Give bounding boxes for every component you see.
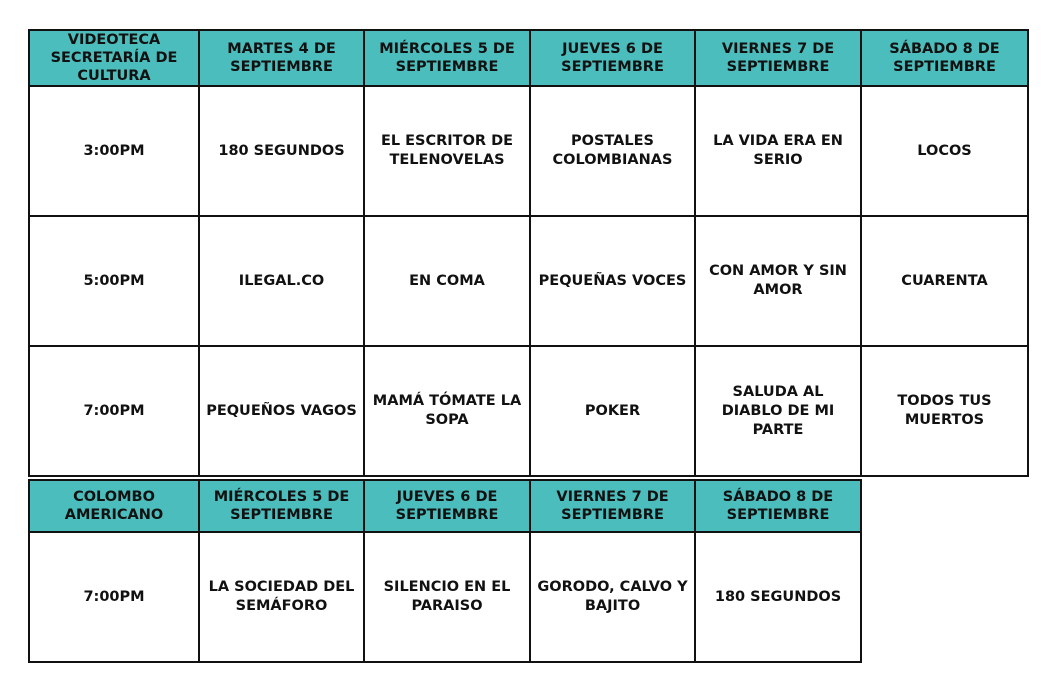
film-cell: POSTALES COLOMBIANAS bbox=[530, 86, 695, 216]
film-cell: CUARENTA bbox=[861, 216, 1028, 346]
film-cell: EL ESCRITOR DE TELENOVELAS bbox=[364, 86, 530, 216]
colombo-schedule-table bbox=[28, 479, 862, 663]
film-cell: PEQUEÑAS VOCES bbox=[530, 216, 695, 346]
day-header: MIÉRCOLES 5 DE SEPTIEMBRE bbox=[199, 480, 364, 532]
film-cell: ILEGAL.CO bbox=[199, 216, 364, 346]
time-cell: 3:00PM bbox=[29, 86, 199, 216]
time-cell: 5:00PM bbox=[29, 216, 199, 346]
schedule-row bbox=[29, 346, 1028, 476]
film-cell: SALUDA AL DIABLO DE MI PARTE bbox=[695, 346, 861, 476]
film-cell: PEQUEÑOS VAGOS bbox=[199, 346, 364, 476]
film-cell: SILENCIO EN EL PARAISO bbox=[364, 532, 530, 662]
day-header: SÁBADO 8 DE SEPTIEMBRE bbox=[861, 30, 1028, 86]
day-header: JUEVES 6 DE SEPTIEMBRE bbox=[530, 30, 695, 86]
time-cell: 7:00PM bbox=[29, 532, 199, 662]
venue-title: COLOMBO AMERICANO bbox=[29, 480, 199, 532]
day-header: VIERNES 7 DE SEPTIEMBRE bbox=[695, 30, 861, 86]
colombo-header-row bbox=[29, 480, 861, 532]
film-cell: GORODO, CALVO Y BAJITO bbox=[530, 532, 695, 662]
film-cell: LA SOCIEDAD DEL SEMÁFORO bbox=[199, 532, 364, 662]
day-header: MIÉRCOLES 5 DE SEPTIEMBRE bbox=[364, 30, 530, 86]
schedule-row bbox=[29, 86, 1028, 216]
time-cell: 7:00PM bbox=[29, 346, 199, 476]
film-cell: CON AMOR Y SIN AMOR bbox=[695, 216, 861, 346]
videoteca-header-row bbox=[29, 30, 1028, 86]
day-header: MARTES 4 DE SEPTIEMBRE bbox=[199, 30, 364, 86]
film-cell: POKER bbox=[530, 346, 695, 476]
schedule-row bbox=[29, 216, 1028, 346]
film-cell: LOCOS bbox=[861, 86, 1028, 216]
schedule-row bbox=[29, 532, 861, 662]
film-cell: EN COMA bbox=[364, 216, 530, 346]
film-cell: LA VIDA ERA EN SERIO bbox=[695, 86, 861, 216]
videoteca-schedule-table bbox=[28, 29, 1029, 477]
film-cell: TODOS TUS MUERTOS bbox=[861, 346, 1028, 476]
day-header: JUEVES 6 DE SEPTIEMBRE bbox=[364, 480, 530, 532]
day-header: VIERNES 7 DE SEPTIEMBRE bbox=[530, 480, 695, 532]
venue-title: VIDEOTECA SECRETARÍA DE CULTURA bbox=[29, 30, 199, 86]
film-cell: 180 SEGUNDOS bbox=[695, 532, 861, 662]
film-cell: MAMÁ TÓMATE LA SOPA bbox=[364, 346, 530, 476]
film-cell: 180 SEGUNDOS bbox=[199, 86, 364, 216]
day-header: SÁBADO 8 DE SEPTIEMBRE bbox=[695, 480, 861, 532]
